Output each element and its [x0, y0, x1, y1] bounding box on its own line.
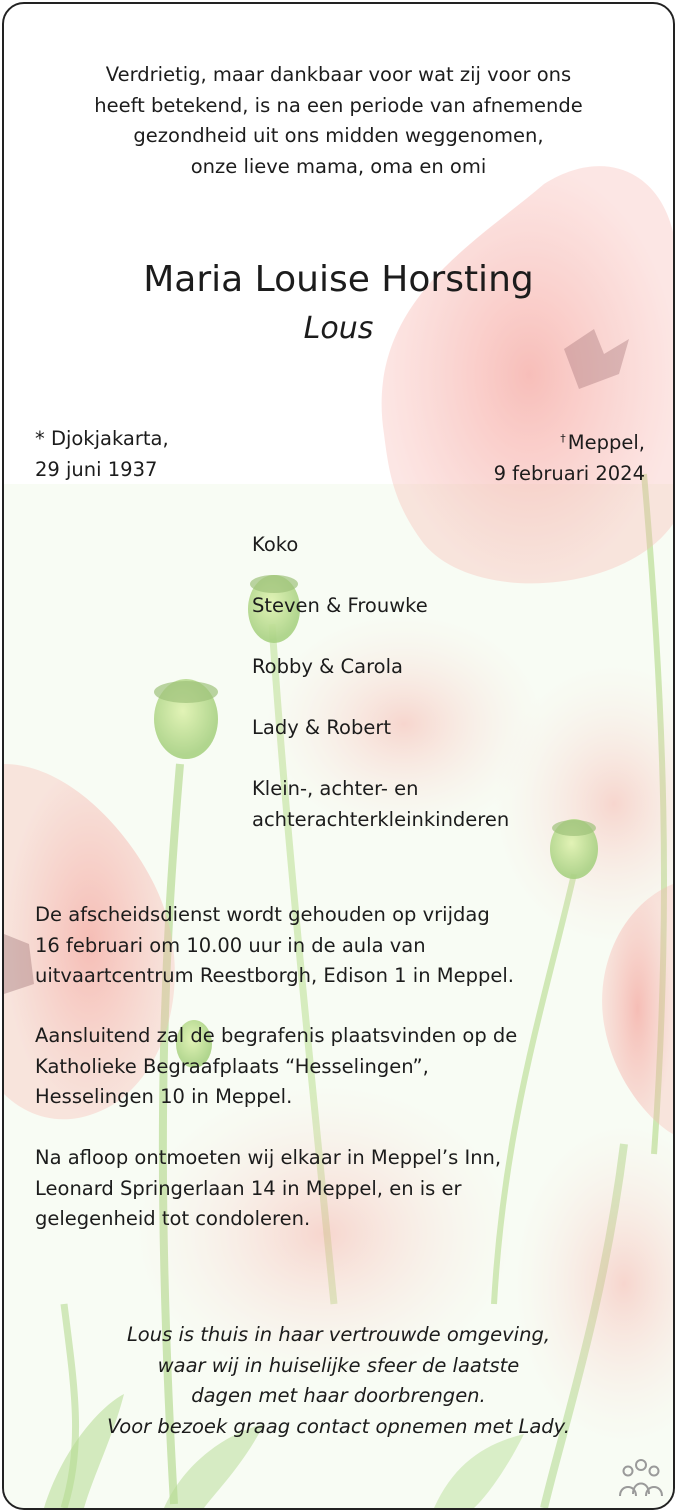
intro-line: onze lieve mama, oma en omi: [190, 154, 487, 178]
condolence-paragraph: [35, 1143, 635, 1235]
obituary-content: [4, 4, 673, 1508]
family-member: Steven & Frouwke: [252, 594, 428, 617]
paragraph-line: De afscheidsdienst wordt gehouden op vrijdag: [35, 903, 490, 926]
intro-text: [44, 60, 633, 182]
grandchildren: [252, 774, 509, 835]
birth-info: [35, 424, 169, 485]
intro-line: heeft betekend, is na een periode van afnemende: [94, 93, 583, 117]
death-date: 9 februari 2024: [493, 461, 645, 485]
deceased-nickname: Lous: [303, 311, 374, 346]
birth-place: * Djokjakarta,: [35, 427, 169, 450]
deceased-name: Maria Louise Horsting: [143, 259, 534, 300]
obituary-card: [2, 2, 675, 1510]
paragraph-line: Aansluitend zal de begrafenis plaatsvinden op de: [35, 1024, 518, 1047]
service-paragraph: [35, 900, 635, 992]
closing-line: waar wij in huiselijke sfeer de laatste: [157, 1353, 520, 1377]
paragraph-line: gelegenheid tot condoleren.: [35, 1207, 311, 1230]
grandchildren-line: Klein-, achter- en: [252, 777, 419, 800]
paragraph-line: Hesselingen 10 in Meppel.: [35, 1085, 293, 1108]
closing-line: Voor bezoek graag contact opnemen met Lady.: [107, 1414, 570, 1438]
cross-icon: †: [560, 432, 566, 445]
closing-line: Lous is thuis in haar vertrouwde omgeving,: [126, 1323, 551, 1346]
family-list: [252, 530, 509, 835]
grandchildren-line: achterachterkleinkinderen: [252, 807, 510, 831]
family-people-icon: [616, 1456, 666, 1500]
death-place-line: [494, 424, 645, 459]
paragraph-line: 16 februari om 10.00 uur in de aula van: [35, 933, 426, 957]
family-member: Koko: [252, 533, 299, 556]
intro-line: Verdrietig, maar dankbaar voor wat zij voor ons: [105, 63, 572, 86]
intro-line: gezondheid uit ons midden weggenomen,: [133, 124, 544, 147]
burial-paragraph: [35, 1021, 635, 1113]
death-info: [494, 424, 645, 489]
birth-date: 29 juni 1937: [35, 457, 158, 481]
closing-line: dagen met haar doorbrengen.: [191, 1384, 486, 1407]
closing-text: [4, 1320, 673, 1442]
paragraph-line: Leonard Springerlaan 14 in Meppel, en is er: [35, 1176, 462, 1200]
family-member: Robby & Carola: [252, 655, 403, 678]
paragraph-line: Katholieke Begraafplaats “Hesselingen”,: [35, 1054, 429, 1078]
death-place: Meppel,: [567, 431, 645, 454]
paragraph-line: uitvaartcentrum Reestborgh, Edison 1 in Meppel.: [35, 964, 514, 987]
paragraph-line: Na afloop ontmoeten wij elkaar in Meppel’s Inn,: [35, 1146, 502, 1169]
family-member: Lady & Robert: [252, 716, 391, 739]
